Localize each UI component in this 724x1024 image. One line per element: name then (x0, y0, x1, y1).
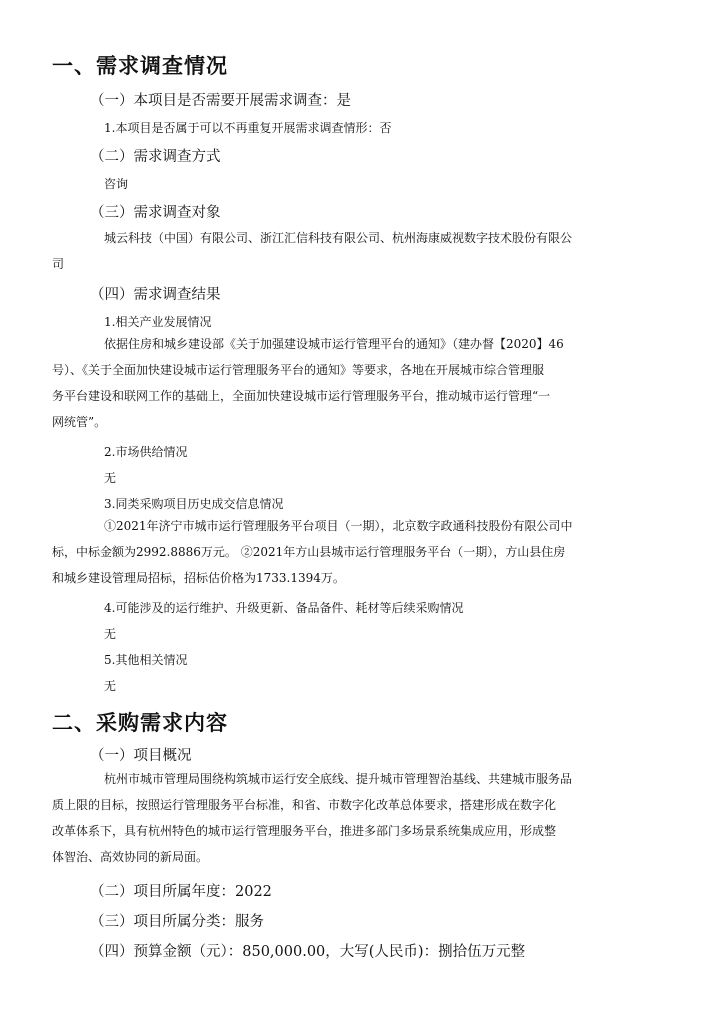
section-2-title: 二、采购需求内容 (52, 711, 228, 735)
text-line: 司 (52, 257, 65, 271)
other-content: 无 (104, 679, 117, 693)
overview-heading: （一）项目概况 (90, 748, 192, 764)
survey-target-heading: （三）需求调查对象 (90, 205, 221, 221)
text-line: 网统管”。 (52, 415, 107, 429)
section-1-title: 一、需求调查情况 (52, 54, 228, 78)
project-category: （三）项目所属分类：服务 (90, 914, 264, 930)
survey-repeat-item: 1.本项目是否属于可以不再重复开展需求调查情形：否 (104, 121, 392, 135)
other-title: 5.其他相关情况 (104, 653, 188, 667)
budget-amount: （四）预算金额（元）：850,000.00，大写(人民币)：捌拾伍万元整 (90, 944, 526, 960)
survey-method-heading: （二）需求调查方式 (90, 149, 221, 165)
history-paragraph (52, 513, 672, 591)
text-line: 标，中标金额为2992.8886万元。 ②2021年方山县城市运行管理服务平台（一期），方山县住房 (52, 545, 566, 559)
text-line: 务平台建设和联网工作的基础上，全面加快建设城市运行管理服务平台，推动城市运行管理“一 (52, 389, 551, 403)
text-line: 城云科技（中国）有限公司、浙江汇信科技有限公司、杭州海康威视数字技术股份有限公 (104, 231, 573, 245)
industry-paragraph (52, 331, 672, 435)
text-line: 号）、《关于全面加快建设城市运行管理服务平台的通知》等要求，各地在开展城市综合管理服 (52, 363, 545, 377)
industry-title: 1.相关产业发展情况 (104, 315, 212, 329)
text-line: 杭州市城市管理局围绕构筑城市运行安全底线、提升城市管理智治基线、共建城市服务品 (104, 772, 573, 786)
text-line: 和城乡建设管理局招标，招标估价格为1733.1394万。 (52, 571, 345, 585)
market-supply-title: 2.市场供给情况 (104, 445, 188, 459)
survey-required-heading: （一）本项目是否需要开展需求调查：是 (90, 93, 351, 109)
follow-up-title: 4.可能涉及的运行维护、升级更新、备品备件、耗材等后续采购情况 (104, 601, 464, 615)
survey-target-paragraph (52, 225, 672, 277)
text-line: 体智治、高效协同的新局面。 (52, 850, 209, 864)
text-line: 改革体系下，具有杭州特色的城市运行管理服务平台，推进多部门多场景系统集成应用，形成整 (52, 824, 557, 838)
text-line: 质上限的目标，按照运行管理服务平台标准，和省、市数字化改革总体要求，搭建形成在数字化 (52, 798, 557, 812)
overview-paragraph (52, 766, 672, 870)
project-year: （二）项目所属年度：2022 (90, 884, 272, 900)
follow-up-content: 无 (104, 627, 117, 641)
text-line: ①2021年济宁市城市运行管理服务平台项目（一期），北京数字政通科技股份有限公司中 (104, 519, 573, 533)
market-supply-content: 无 (104, 471, 117, 485)
survey-method-content: 咨询 (104, 177, 129, 191)
text-line: 依据住房和城乡建设部《关于加强建设城市运行管理平台的通知》（建办督【2020】46 (104, 337, 564, 351)
history-title: 3.同类采购项目历史成交信息情况 (104, 497, 284, 511)
survey-result-heading: （四）需求调查结果 (90, 287, 221, 303)
